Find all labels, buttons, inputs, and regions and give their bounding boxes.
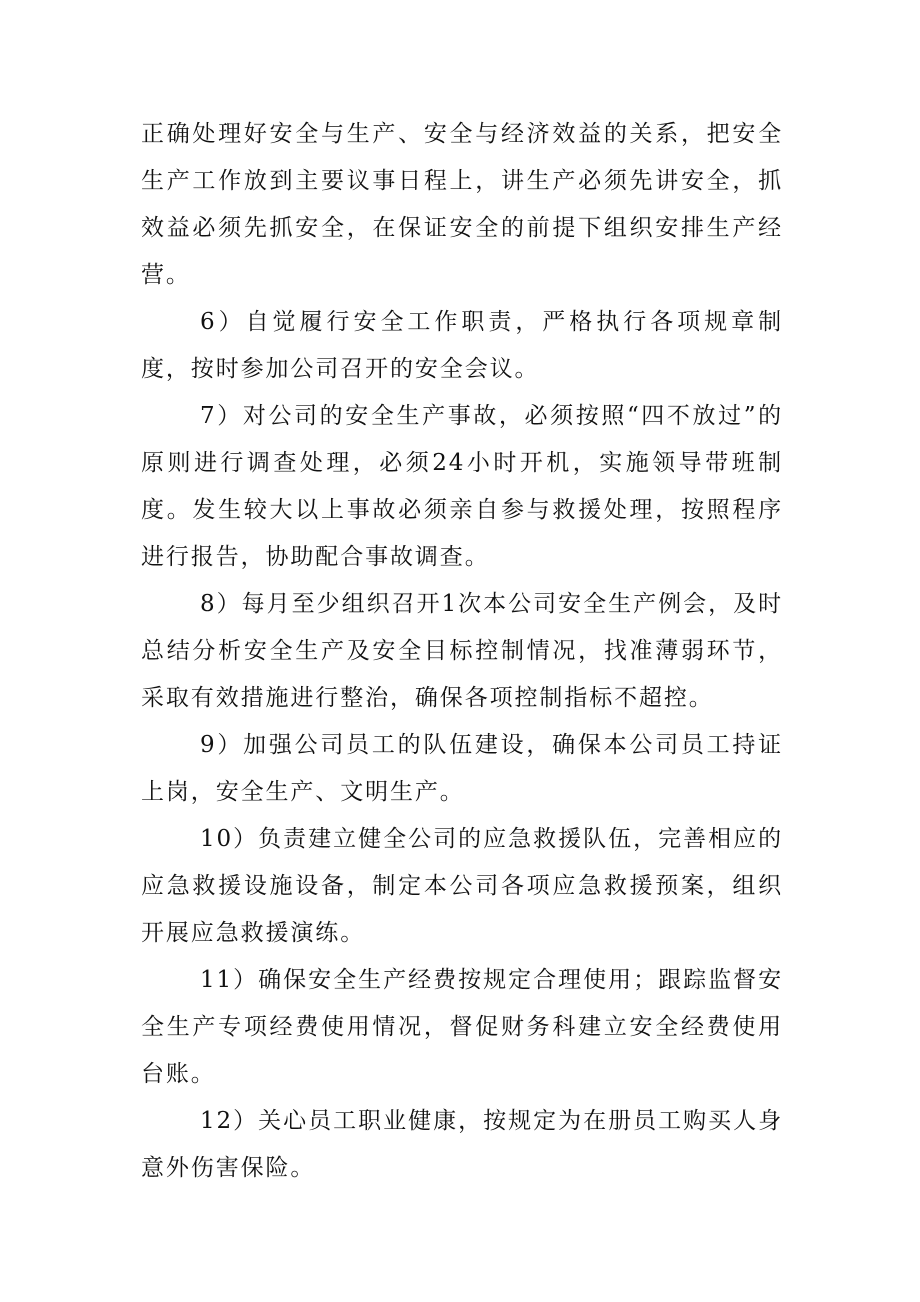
- paragraph-item-11: 11）确保安全生产经费按规定合理使用；跟踪监督安全生产专项经费使用情况，督促财务科建立安全经费使用台账。: [141, 967, 783, 1087]
- paragraph-item-9: 9）加强公司员工的队伍建设，确保本公司员工持证上岗，安全生产、文明生产。: [141, 732, 783, 805]
- paragraph-continuation: 正确处理好安全与生产、安全与经济效益的关系，把安全生产工作放到主要议事日程上，讲生产必须先讲安全，抓效益必须先抓安全，在保证安全的前提下组织安排生产经营。: [141, 121, 783, 288]
- paragraph-item-8: 8）每月至少组织召开1次本公司安全生产例会，及时总结分析安全生产及安全目标控制情况，找准薄弱环节，采取有效措施进行整治，确保各项控制指标不超控。: [141, 591, 783, 711]
- paragraph-item-6: 6）自觉履行安全工作职责，严格执行各项规章制度，按时参加公司召开的安全会议。: [141, 309, 783, 382]
- paragraph-item-10: 10）负责建立健全公司的应急救援队伍，完善相应的应急救援设施设备，制定本公司各项应急救援预案，组织开展应急救援演练。: [141, 826, 783, 946]
- paragraph-item-12: 12）关心员工职业健康，按规定为在册员工购买人身意外伤害保险。: [141, 1108, 783, 1181]
- paragraph-item-7: 7）对公司的安全生产事故，必须按照“四不放过”的原则进行调查处理，必须24小时开机，实施领导带班制度。发生较大以上事故必须亲自参与救援处理，按照程序进行报告，协助配合事故调查。: [141, 403, 783, 570]
- document-body: [141, 111, 783, 1192]
